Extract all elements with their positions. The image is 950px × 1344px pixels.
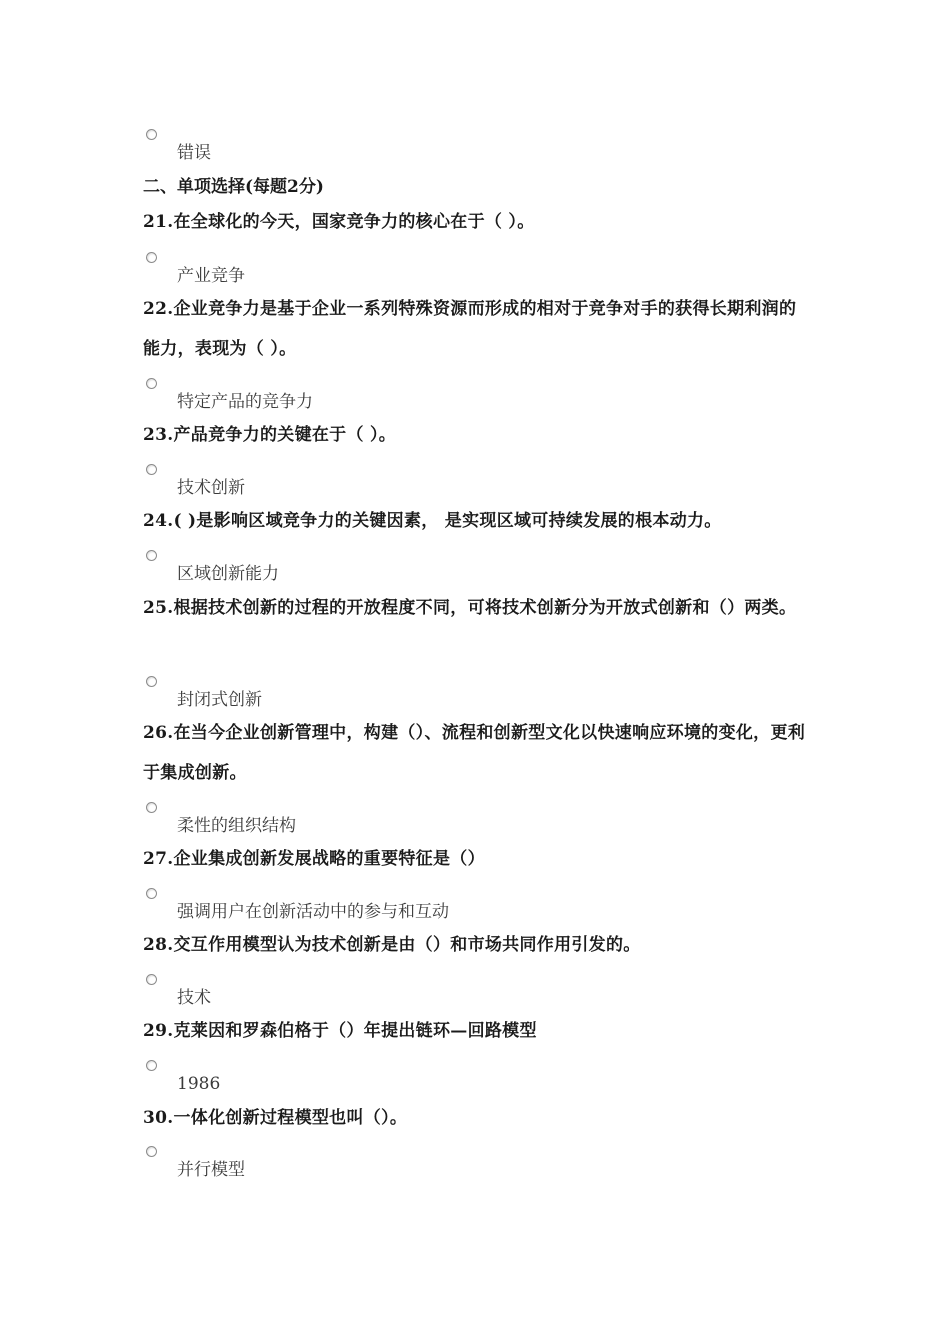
question-29: 29.克莱因和罗森伯格于（）年提出链环—回路模型 (143, 1021, 537, 1041)
answer-label: 封闭式创新 (177, 690, 262, 710)
radio-button[interactable] (146, 252, 157, 263)
radio-button[interactable] (146, 974, 157, 985)
radio-button[interactable] (146, 129, 157, 140)
question-25: 25.根据技术创新的过程的开放程度不同，可将技术创新分为开放式创新和（）两类。 (143, 598, 797, 618)
radio-button[interactable] (146, 550, 157, 561)
radio-button[interactable] (146, 888, 157, 899)
answer-label: 特定产品的竞争力 (177, 392, 313, 412)
question-23: 23.产品竞争力的关键在于（ ）。 (143, 425, 397, 445)
question-30: 30.一体化创新过程模型也叫（）。 (143, 1108, 408, 1128)
answer-label: 区域创新能力 (177, 564, 279, 584)
answer-label: 并行模型 (177, 1160, 245, 1180)
radio-button[interactable] (146, 1146, 157, 1157)
question-24: 24.( )是影响区域竞争力的关键因素， 是实现区域可持续发展的根本动力。 (143, 511, 722, 531)
answer-label: 技术 (177, 988, 211, 1008)
question-26: 26.在当今企业创新管理中，构建（）、流程和创新型文化以快速响应环境的变化，更利于集成创新。 (143, 723, 806, 783)
answer-label: 1986 (177, 1074, 221, 1094)
answer-label: 技术创新 (177, 478, 245, 498)
answer-label: 产业竞争 (177, 266, 245, 286)
radio-button[interactable] (146, 464, 157, 475)
section-heading: 二、单项选择(每题2分) (143, 177, 324, 197)
question-27: 27.企业集成创新发展战略的重要特征是（） (143, 849, 485, 869)
answer-label: 错误 (177, 143, 211, 163)
radio-button[interactable] (146, 378, 157, 389)
answer-label: 柔性的组织结构 (177, 816, 296, 836)
question-28: 28.交互作用模型认为技术创新是由（）和市场共同作用引发的。 (143, 935, 641, 955)
radio-button[interactable] (146, 802, 157, 813)
question-22: 22.企业竞争力是基于企业一系列特殊资源而形成的相对于竞争对手的获得长期利润的能力，表现为（ ）。 (143, 299, 797, 359)
radio-button[interactable] (146, 676, 157, 687)
question-21: 21.在全球化的今天，国家竞争力的核心在于（ ）。 (143, 212, 535, 232)
radio-button[interactable] (146, 1060, 157, 1071)
answer-label: 强调用户在创新活动中的参与和互动 (177, 902, 449, 922)
